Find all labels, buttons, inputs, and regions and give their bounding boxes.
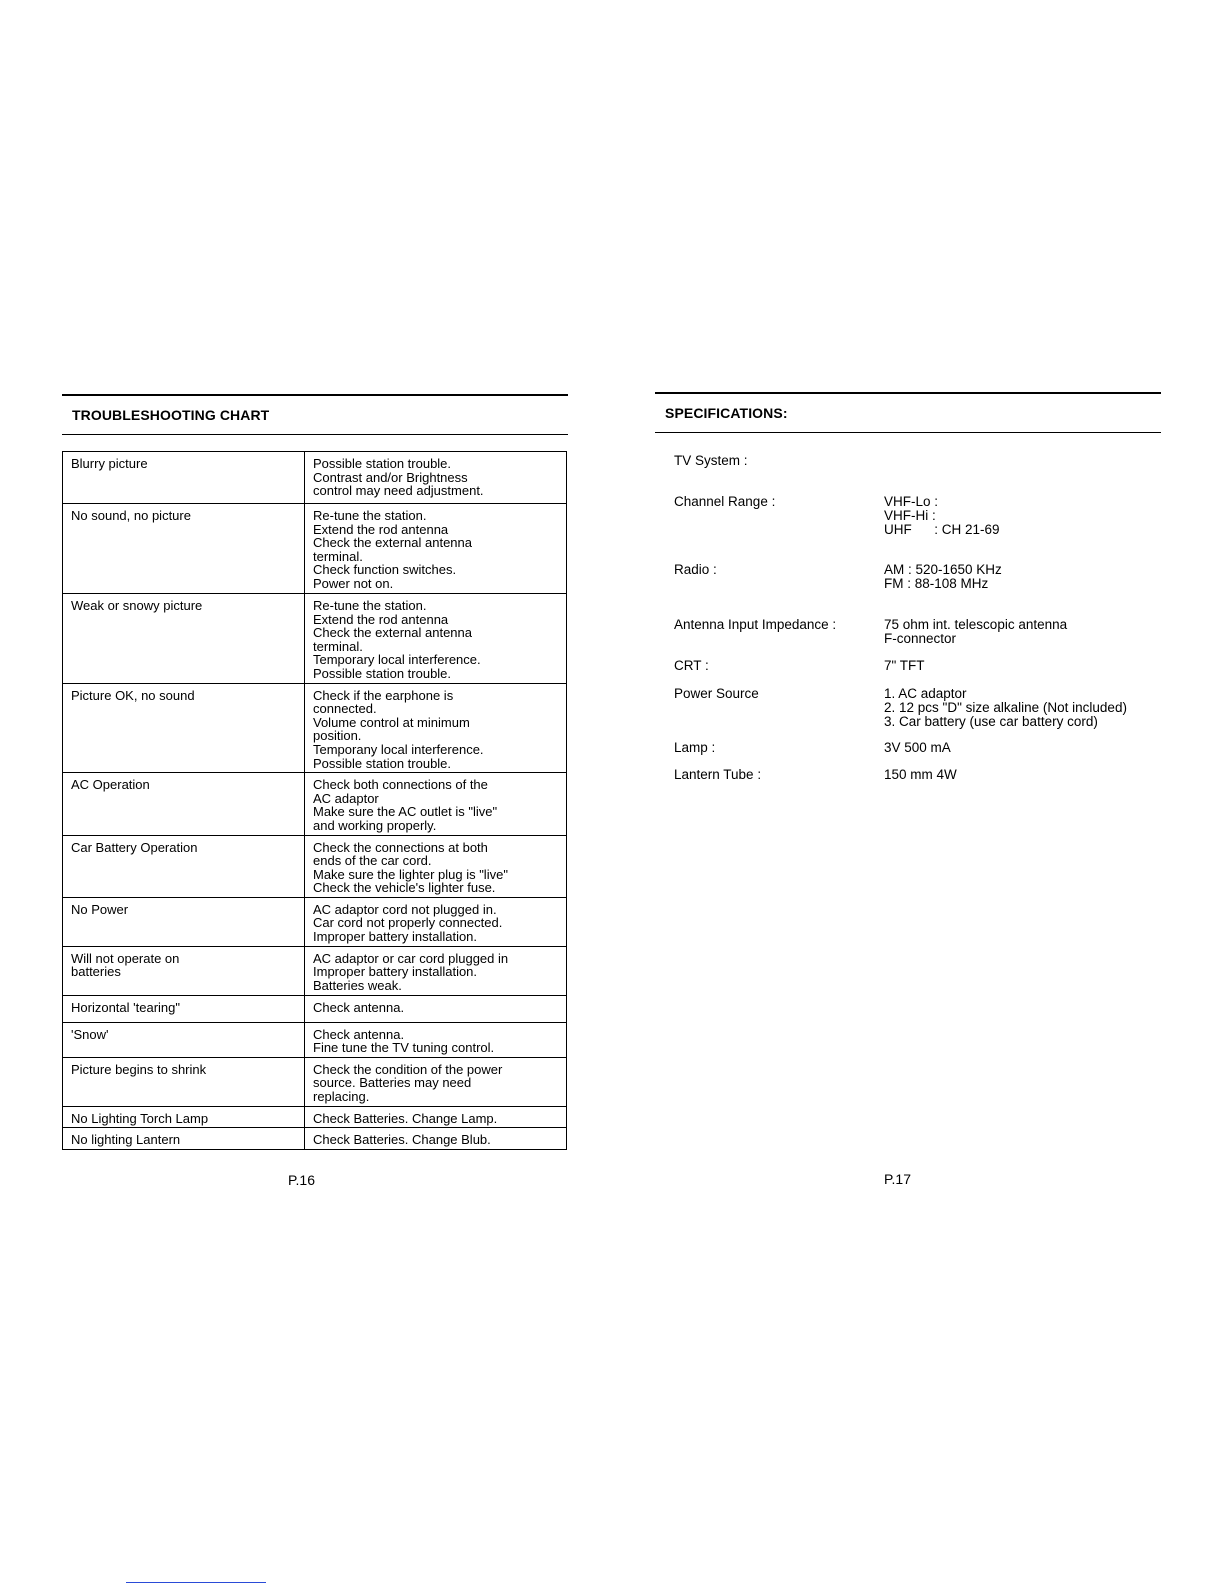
spec-value-line: VHF-Hi : <box>884 507 936 523</box>
problem-text: Horizontal 'tearing" <box>71 999 180 1015</box>
problem-text: Weak or snowy picture <box>71 598 203 613</box>
solution-text: Check the connections at both <box>313 839 488 855</box>
problem-cell <box>63 1057 305 1106</box>
solution-text: Temporary local interference. <box>313 652 481 668</box>
problem-text: No sound, no picture <box>71 508 191 523</box>
problem-text: No lighting Lantern <box>71 1132 181 1148</box>
solution-text: control may need adjustment. <box>313 483 484 499</box>
solution-text: Check the external antenna <box>313 535 472 551</box>
table-row <box>63 1128 567 1150</box>
solution-cell <box>305 1128 567 1150</box>
troubleshooting-table <box>62 451 567 1150</box>
problem-text: Picture OK, no sound <box>71 687 195 703</box>
problem-cell <box>63 1128 305 1150</box>
solution-cell <box>305 995 567 1022</box>
problem-cell <box>63 835 305 897</box>
spec-label: Lamp : <box>674 740 716 755</box>
solution-text: AC adaptor <box>313 790 379 806</box>
specifications-title: SPECIFICATIONS: <box>665 405 788 421</box>
spec-label: Antenna Input Impedance : <box>674 617 837 632</box>
spec-value <box>884 495 1000 536</box>
solution-text: position. <box>313 728 362 744</box>
spec-value <box>884 741 951 755</box>
solution-text: Batteries weak. <box>313 978 402 994</box>
troubleshooting-title: TROUBLESHOOTING CHART <box>72 407 270 423</box>
spec-value-line: UHF : CH 21-69 <box>884 521 1000 537</box>
solution-text: Car cord not properly connected. <box>313 915 503 931</box>
spec-label: CRT : <box>674 658 709 673</box>
solution-text: Power not on. <box>313 575 394 591</box>
problem-text: batteries <box>71 964 121 980</box>
solution-text: replacing. <box>313 1089 370 1105</box>
solution-text: AC adaptor or car cord plugged in <box>313 950 509 966</box>
problem-cell <box>63 452 305 504</box>
solution-cell <box>305 773 567 835</box>
solution-cell <box>305 1057 567 1106</box>
problem-text: Will not operate on <box>71 950 180 966</box>
spec-value <box>884 659 925 673</box>
problem-cell <box>63 683 305 773</box>
table-row <box>63 1106 567 1128</box>
page-number-right: P.17 <box>884 1171 911 1187</box>
solution-text: Make sure the lighter plug is "live" <box>313 866 508 882</box>
page-number-left: P.16 <box>288 1172 315 1188</box>
spec-value <box>884 618 1067 646</box>
spec-value <box>884 768 957 782</box>
specs-top-rule <box>655 392 1161 394</box>
solution-text: Check the external antenna <box>313 625 472 641</box>
solution-text: connected. <box>313 701 377 717</box>
problem-cell <box>63 1106 305 1128</box>
spec-value-line: FM : 88-108 MHz <box>884 575 989 591</box>
solution-text: terminal. <box>313 548 363 564</box>
table-row <box>63 773 567 835</box>
solution-cell <box>305 683 567 773</box>
problem-cell <box>63 504 305 594</box>
table-row <box>63 946 567 995</box>
solution-text: Possible station trouble. <box>313 456 452 471</box>
solution-text: Check antenna. <box>313 999 405 1015</box>
solution-text: Fine tune the TV tuning control. <box>313 1040 495 1056</box>
spec-value-line: 2. 12 pcs "D" size alkaline (Not included) <box>884 699 1127 715</box>
spec-value-line: 3. Car battery (use car battery cord) <box>884 713 1098 729</box>
problem-cell <box>63 594 305 684</box>
solution-text: Check both connections of the <box>313 777 488 793</box>
problem-text: AC Operation <box>71 777 150 793</box>
spec-value-line: 3V 500 mA <box>884 740 951 755</box>
spec-value-line: F-connector <box>884 630 957 646</box>
problem-cell <box>63 897 305 946</box>
table-row <box>63 594 567 684</box>
problem-text: No Lighting Torch Lamp <box>71 1110 209 1126</box>
problem-cell <box>63 995 305 1022</box>
solution-text: Temporany local interference. <box>313 741 484 757</box>
table-row <box>63 835 567 897</box>
solution-text: Re-tune the station. <box>313 508 427 523</box>
title-bottom-rule <box>62 434 568 435</box>
solution-cell <box>305 504 567 594</box>
spec-value <box>884 687 1127 728</box>
problem-text: 'Snow' <box>71 1026 109 1042</box>
title-top-rule <box>62 394 568 396</box>
solution-text: Check Batteries. Change Lamp. <box>313 1110 498 1126</box>
solution-text: source. Batteries may need <box>313 1075 472 1091</box>
table-row <box>63 897 567 946</box>
table-row <box>63 452 567 504</box>
solution-text: Check Batteries. Change Blub. <box>313 1132 491 1148</box>
spec-value <box>884 563 1002 591</box>
table-row <box>63 683 567 773</box>
solution-text: AC adaptor cord not plugged in. <box>313 901 497 917</box>
solution-text: Check function switches. <box>313 562 457 578</box>
solution-cell <box>305 946 567 995</box>
problem-text: No Power <box>71 901 129 917</box>
solution-cell <box>305 835 567 897</box>
footer-link-underline[interactable] <box>126 1582 266 1583</box>
solution-text: Possible station trouble. <box>313 755 452 771</box>
solution-text: and working properly. <box>313 817 437 833</box>
solution-text: Check the condition of the power <box>313 1061 503 1077</box>
spec-label: Radio : <box>674 562 717 577</box>
problem-text: Car Battery Operation <box>71 839 198 855</box>
problem-cell <box>63 773 305 835</box>
solution-cell <box>305 897 567 946</box>
solution-text: Check antenna. <box>313 1026 405 1042</box>
specs-bottom-rule <box>655 432 1161 433</box>
table-row <box>63 1057 567 1106</box>
table-row <box>63 995 567 1022</box>
solution-text: Extend the rod antenna <box>313 521 449 537</box>
solution-text: terminal. <box>313 638 363 654</box>
spec-label: TV System : <box>674 453 748 468</box>
solution-text: ends of the car cord. <box>313 853 432 869</box>
spec-label: Power Source <box>674 686 759 701</box>
problem-cell <box>63 946 305 995</box>
solution-text: Make sure the AC outlet is "live" <box>313 804 498 820</box>
problem-text: Picture begins to shrink <box>71 1061 207 1077</box>
spec-value-line: 1. AC adaptor <box>884 686 967 701</box>
problem-text: Blurry picture <box>71 456 148 471</box>
table-row <box>63 504 567 594</box>
solution-text: Extend the rod antenna <box>313 611 449 627</box>
table-row <box>63 1022 567 1057</box>
spec-value-line: VHF-Lo : <box>884 494 939 509</box>
spec-label: Channel Range : <box>674 494 776 509</box>
solution-text: Re-tune the station. <box>313 598 427 613</box>
spec-value-line: 75 ohm int. telescopic antenna <box>884 617 1068 632</box>
solution-text: Contrast and/or Brightness <box>313 469 468 485</box>
solution-text: Improper battery installation. <box>313 964 478 980</box>
solution-cell <box>305 452 567 504</box>
solution-cell <box>305 1106 567 1128</box>
solution-text: Check the vehicle's lighter fuse. <box>313 880 496 896</box>
spec-value-line: 150 mm 4W <box>884 767 957 782</box>
spec-value-line: AM : 520-1650 KHz <box>884 562 1002 577</box>
solution-cell <box>305 594 567 684</box>
solution-cell <box>305 1022 567 1057</box>
spec-value-line: 7" TFT <box>884 658 925 673</box>
solution-text: Improper battery installation. <box>313 929 478 945</box>
solution-text: Possible station trouble. <box>313 665 452 681</box>
solution-text: Check if the earphone is <box>313 687 454 703</box>
solution-text: Volume control at minimum <box>313 714 470 730</box>
spec-label: Lantern Tube : <box>674 767 762 782</box>
problem-cell <box>63 1022 305 1057</box>
